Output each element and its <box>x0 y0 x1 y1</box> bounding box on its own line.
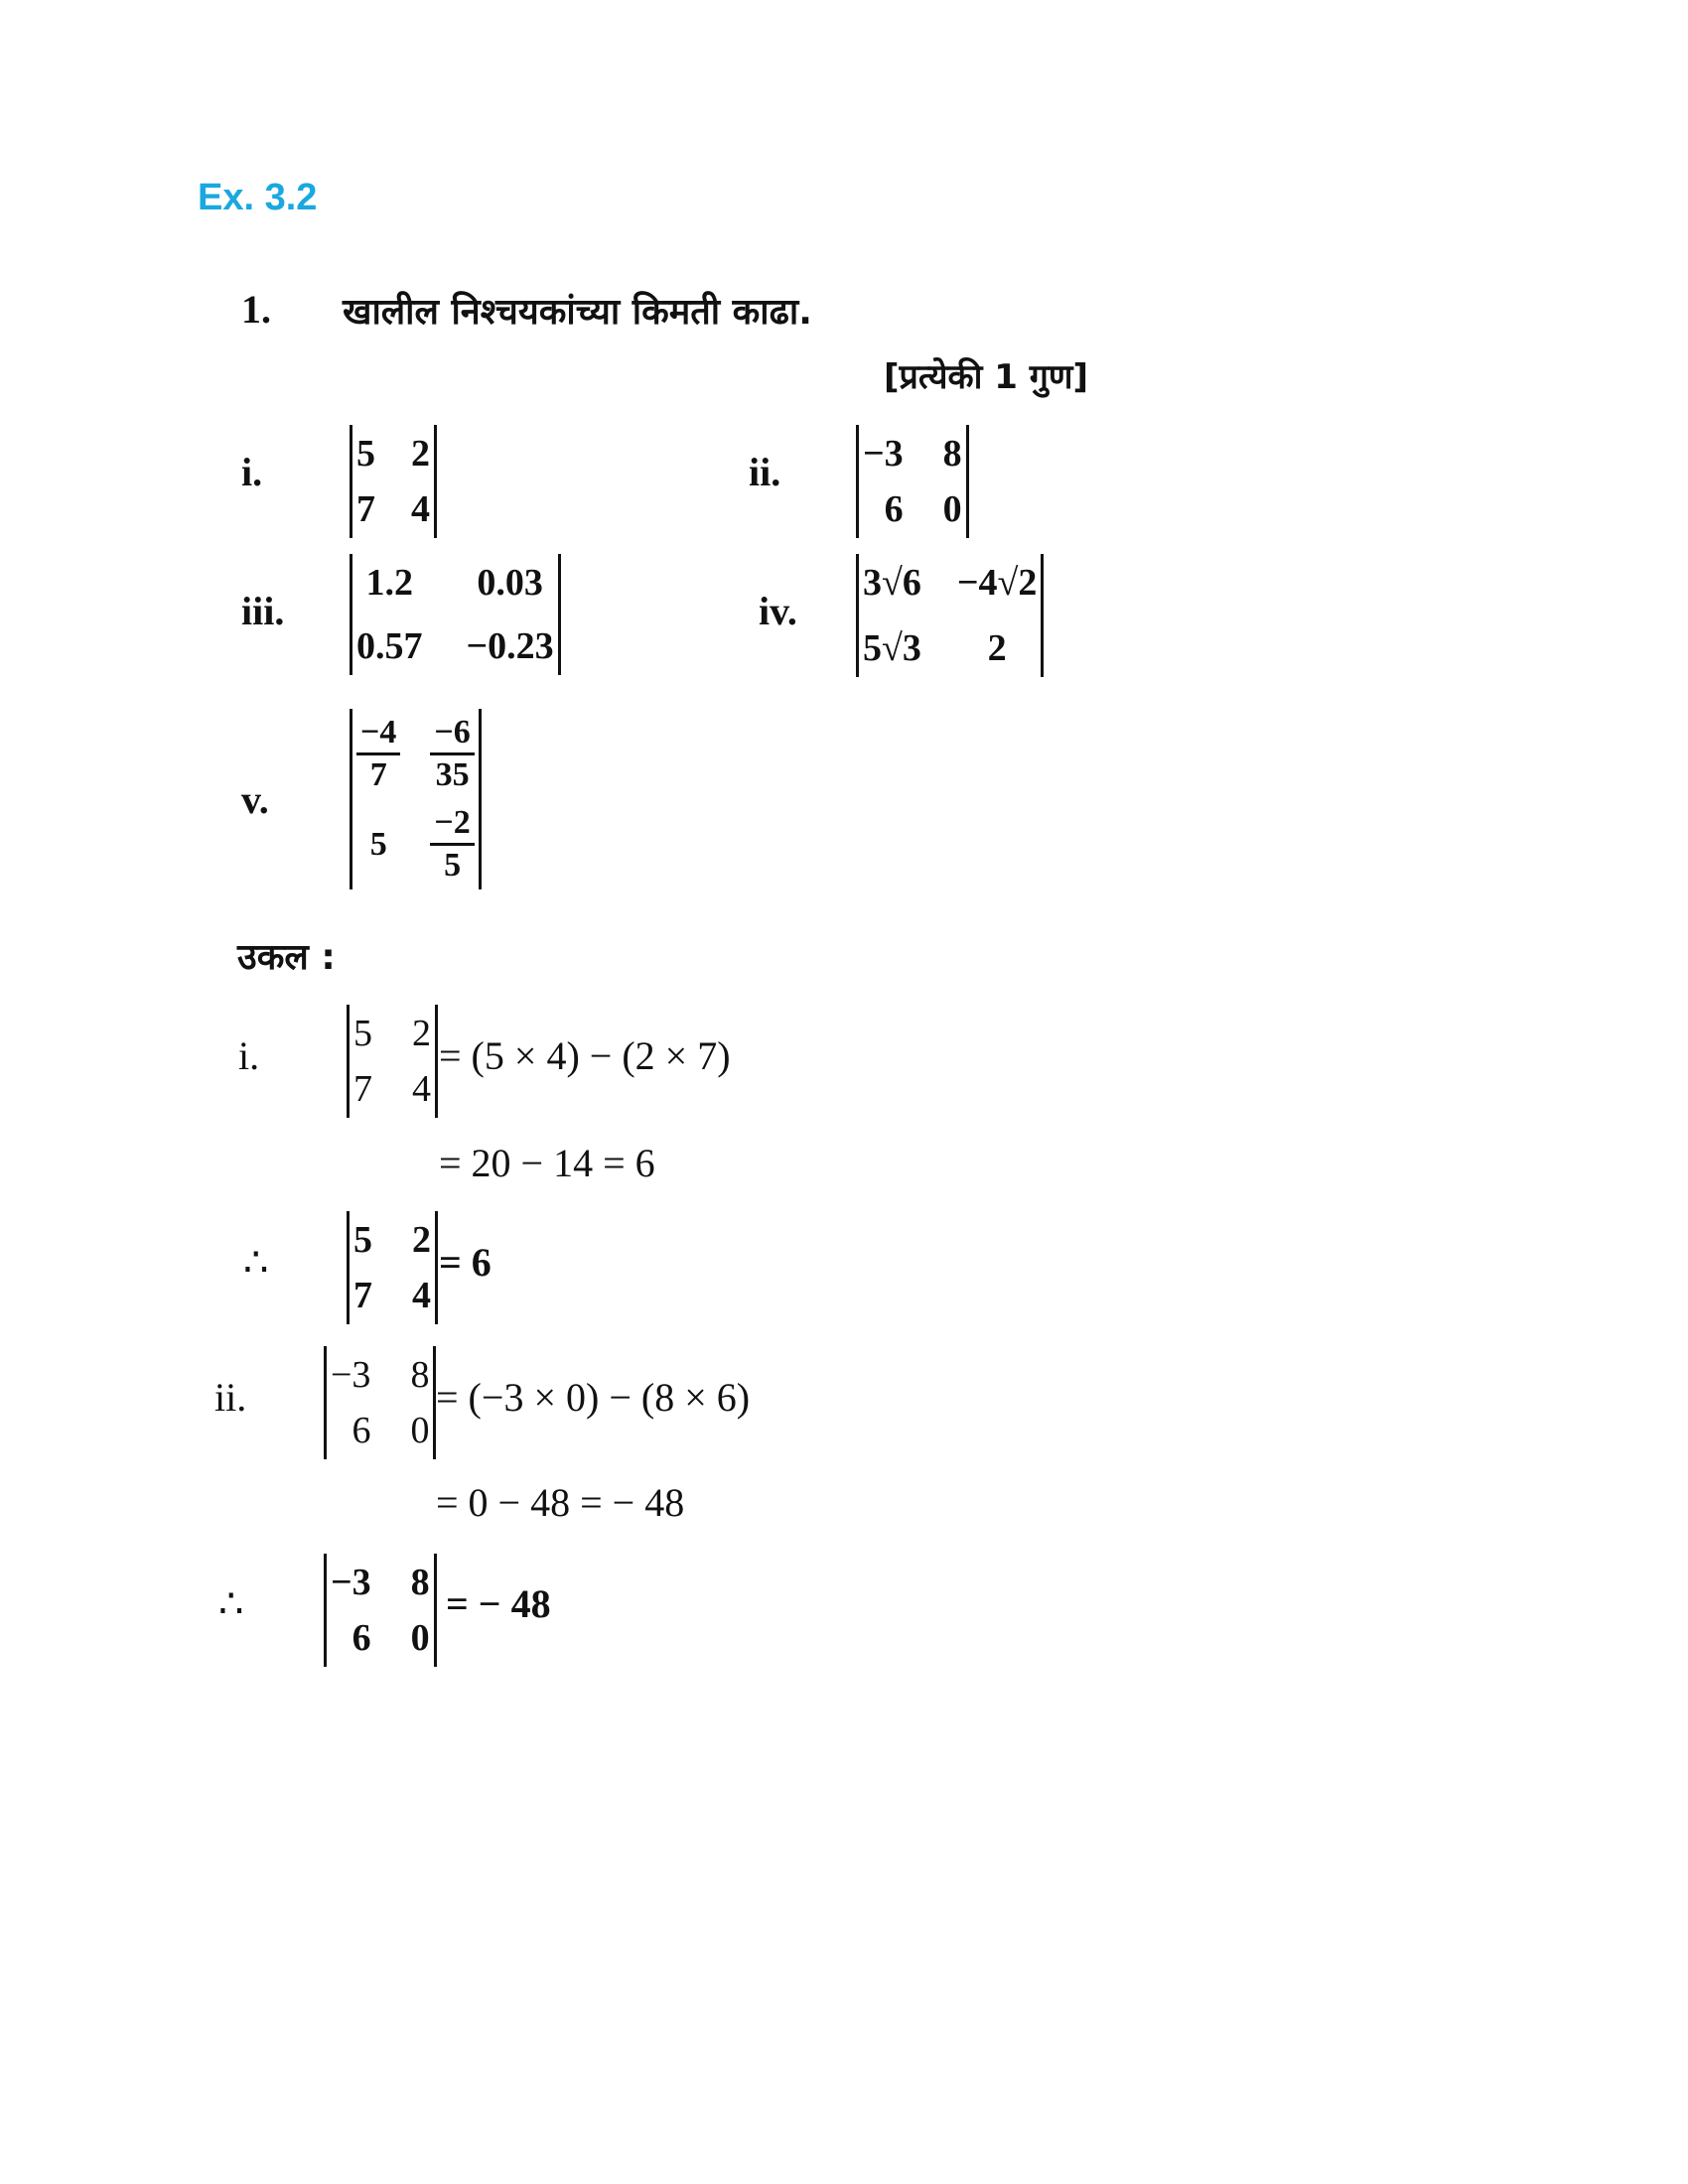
cell: 2 <box>411 433 430 475</box>
solution-result: = 6 <box>439 1240 492 1285</box>
solution-heading: उकल : <box>237 937 336 978</box>
cell: −0.23 <box>466 625 554 667</box>
cell: 5 <box>369 825 387 863</box>
fraction-cell <box>430 803 474 886</box>
cell: 4 <box>411 488 430 530</box>
solution-determinant-i-result <box>347 1211 438 1324</box>
solution-result: = − 48 <box>446 1581 551 1626</box>
question-text: खालील निश्चयकांच्या किमती काढा. <box>343 292 812 333</box>
cell: 5√3 <box>863 627 921 669</box>
cell: 2 <box>412 1219 431 1261</box>
cell: 7 <box>356 488 375 530</box>
question-number: 1. <box>241 287 271 332</box>
numerator: −6 <box>430 713 474 755</box>
fraction-cell <box>430 713 474 795</box>
cell: 2 <box>412 1013 431 1054</box>
denominator: 7 <box>369 756 387 793</box>
cell: −4√2 <box>956 562 1038 604</box>
denominator: 5 <box>444 847 462 884</box>
item-label: ii. <box>749 450 781 494</box>
solution-label: ii. <box>214 1375 247 1420</box>
cell: 4 <box>412 1068 431 1110</box>
cell: 0.57 <box>356 625 423 667</box>
cell: 6 <box>352 1410 371 1451</box>
marks-label: [प्रत्येकी 1 गुण] <box>884 357 1088 397</box>
cell: 6 <box>884 488 904 530</box>
solution-determinant-ii <box>324 1346 436 1459</box>
cell: −3 <box>331 1562 371 1603</box>
fraction-cell <box>356 713 400 795</box>
cell: 5 <box>353 1013 372 1054</box>
solution-label: i. <box>238 1033 260 1078</box>
cell: 1.2 <box>365 562 413 604</box>
solution-determinant-ii-result <box>324 1554 437 1667</box>
item-label: iii. <box>241 589 285 633</box>
cell: 2 <box>987 627 1007 669</box>
cell: 4 <box>412 1275 431 1316</box>
cell: 8 <box>410 1562 430 1603</box>
determinant-i <box>350 425 437 538</box>
cell: 0 <box>942 488 962 530</box>
solution-determinant-i <box>347 1005 438 1118</box>
item-label: i. <box>241 450 263 494</box>
cell: 5 <box>356 433 375 475</box>
cell: −3 <box>863 433 904 475</box>
cell: 7 <box>353 1275 372 1316</box>
cell: 8 <box>410 1354 430 1396</box>
determinant-v <box>350 709 482 889</box>
solution-step: = (−3 × 0) − (8 × 6) <box>436 1375 751 1420</box>
cell: 8 <box>942 433 962 475</box>
solution-step: = (5 × 4) − (2 × 7) <box>439 1033 731 1078</box>
solution-step: = 0 − 48 = − 48 <box>436 1480 685 1525</box>
therefore-symbol: ∴ <box>218 1581 244 1626</box>
cell: 0.03 <box>477 562 543 604</box>
item-label: iv. <box>759 589 797 633</box>
exercise-title: Ex. 3.2 <box>198 177 318 218</box>
determinant-iv <box>856 554 1044 677</box>
numerator: −4 <box>356 713 400 755</box>
cell: 6 <box>352 1617 371 1659</box>
determinant-ii <box>856 425 969 538</box>
cell: 5 <box>353 1219 372 1261</box>
cell: 3√6 <box>863 562 921 604</box>
cell: −3 <box>331 1354 371 1396</box>
denominator: 35 <box>435 756 470 793</box>
cell: 0 <box>410 1410 430 1451</box>
cell: 0 <box>410 1617 430 1659</box>
solution-step: = 20 − 14 = 6 <box>439 1141 655 1185</box>
cell: 7 <box>353 1068 372 1110</box>
numerator: −2 <box>430 803 474 846</box>
item-label: v. <box>241 777 269 822</box>
determinant-iii <box>350 554 561 675</box>
therefore-symbol: ∴ <box>243 1240 269 1285</box>
